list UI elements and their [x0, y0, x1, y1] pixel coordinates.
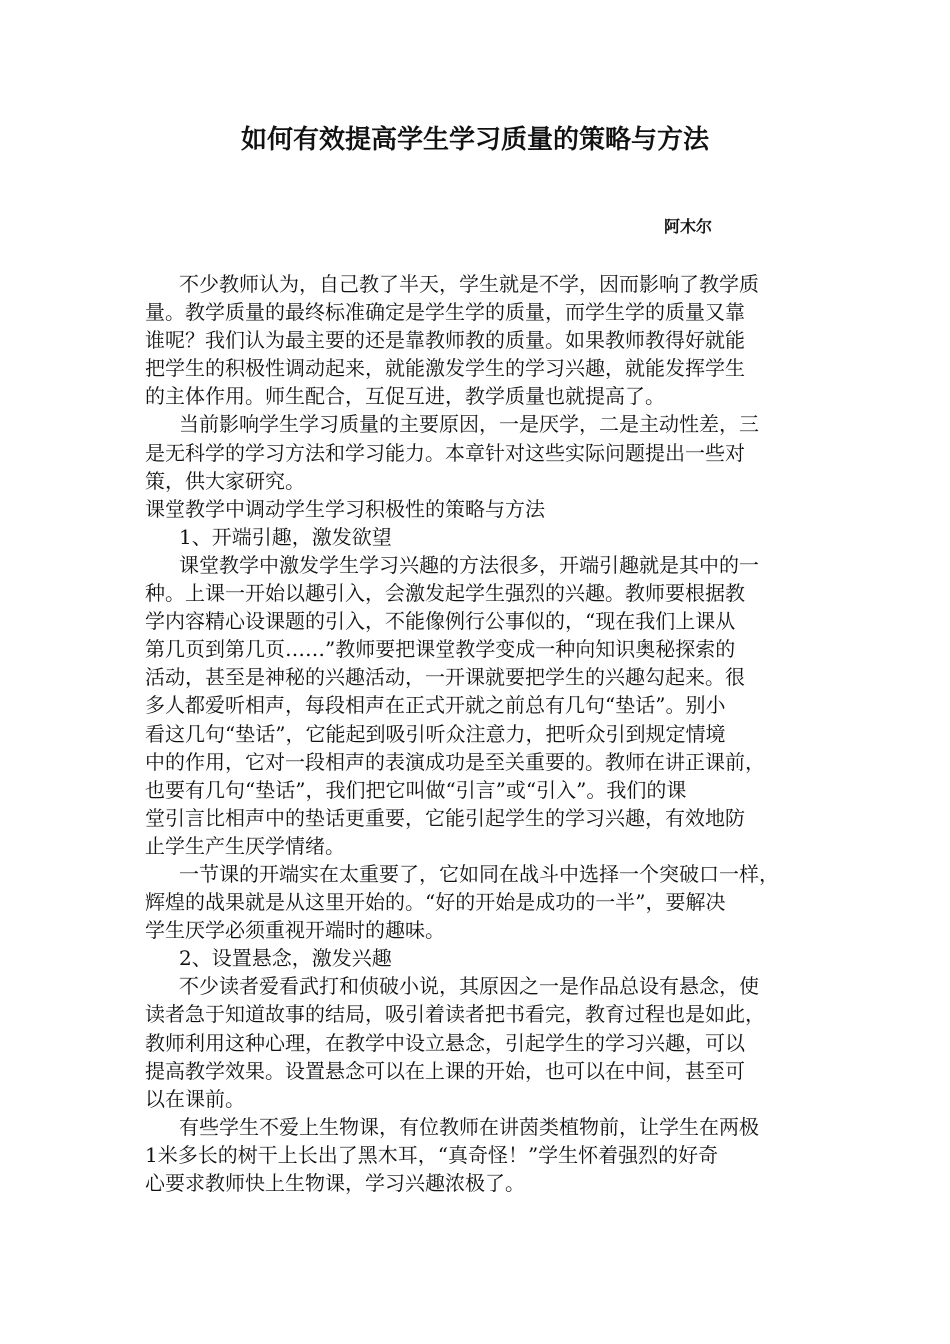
text-line: 学生厌学必须重视开端时的趣味。	[145, 918, 445, 943]
text-line: 是无科学的学习方法和学习能力。本章针对这些实际问题提出一些对	[145, 440, 745, 465]
text-line: 谁呢？我们认为最主要的还是靠教师教的质量。如果教师教得好就能	[145, 328, 745, 353]
text-line: 读者急于知道故事的结局，吸引着读者把书看完，教育过程也是如此，	[145, 1002, 765, 1027]
text-line: 1米多长的树干上长出了黑木耳，“真奇怪！”学生怀着强烈的好奇	[145, 1142, 719, 1167]
text-line: 一节课的开端实在太重要了，它如同在战斗中选择一个突破口一样，	[179, 861, 779, 886]
text-line: 策，供大家研究。	[145, 468, 305, 493]
text-line: 止学生产生厌学情绪。	[145, 833, 345, 858]
text-line: 也要有几句“垫话”，我们把它叫做“引言”或“引入”。我们的课	[145, 777, 687, 802]
text-line: 学内容精心设课题的引入，不能像例行公事似的，“现在我们上课从	[145, 609, 736, 634]
text-line: 有些学生不爱上生物课，有位教师在讲茵类植物前，让学生在两极	[179, 1114, 759, 1139]
text-line: 提高教学效果。设置悬念可以在上课的开始，也可以在中间，甚至可	[145, 1058, 745, 1083]
text-line: 种。上课一开始以趣引入，会激发起学生强烈的兴趣。教师要根据教	[145, 581, 745, 606]
text-line: 看这几句“垫话”，它能起到吸引听众注意力，把听众引到规定情境	[145, 721, 726, 746]
text-line: 以在课前。	[145, 1086, 245, 1111]
text-line: 堂引言比相声中的垫话更重要，它能引起学生的学习兴趣，有效地防	[145, 805, 745, 830]
text-line: 量。教学质量的最终标准确定是学生学的质量，而学生学的质量又靠	[145, 300, 745, 325]
text-line: 活动，甚至是神秘的兴趣活动，一开课就要把学生的兴趣勾起来。很	[145, 665, 745, 690]
text-line: 课堂教学中激发学生学习兴趣的方法很多，开端引趣就是其中的一	[179, 552, 759, 577]
text-line: 教师利用这种心理，在教学中设立悬念，引起学生的学习兴趣，可以	[145, 1030, 745, 1055]
text-line: 心要求教师快上生物课，学习兴趣浓极了。	[145, 1171, 525, 1195]
text-line: 把学生的积极性调动起来，就能激发学生的学习兴趣，就能发挥学生	[145, 356, 745, 381]
document-body	[145, 270, 810, 1197]
document-author: 阿木尔	[664, 217, 713, 236]
text-line: 的主体作用。师生配合，互促互进，教学质量也就提高了。	[145, 384, 665, 409]
text-line: 课堂教学中调动学生学习积极性的策略与方法	[145, 496, 545, 521]
text-line: 1、开端引趣，激发欲望	[179, 524, 392, 549]
text-line: 第几页到第几页……”教师要把课堂教学变成一种向知识奥秘探索的	[145, 637, 736, 662]
document-title: 如何有效提高学生学习质量的策略与方法	[240, 125, 709, 155]
text-line: 不少教师认为，自己教了半天，学生就是不学，因而影响了教学质	[179, 272, 759, 296]
text-line: 2、设置悬念，激发兴趣	[179, 946, 392, 971]
text-line: 不少读者爱看武打和侦破小说，其原因之一是作品总设有悬念，使	[179, 974, 759, 999]
text-line: 多人都爱听相声，每段相声在正式开就之前总有几句“垫话”。别小	[145, 693, 726, 718]
text-line: 当前影响学生学习质量的主要原因，一是厌学，二是主动性差，三	[179, 412, 759, 437]
text-line: 中的作用，它对一段相声的表演成功是至关重要的。教师在讲正课前，	[145, 749, 765, 774]
text-line: 辉煌的战果就是从这里开始的。“好的开始是成功的一半”，要解决	[145, 890, 726, 915]
